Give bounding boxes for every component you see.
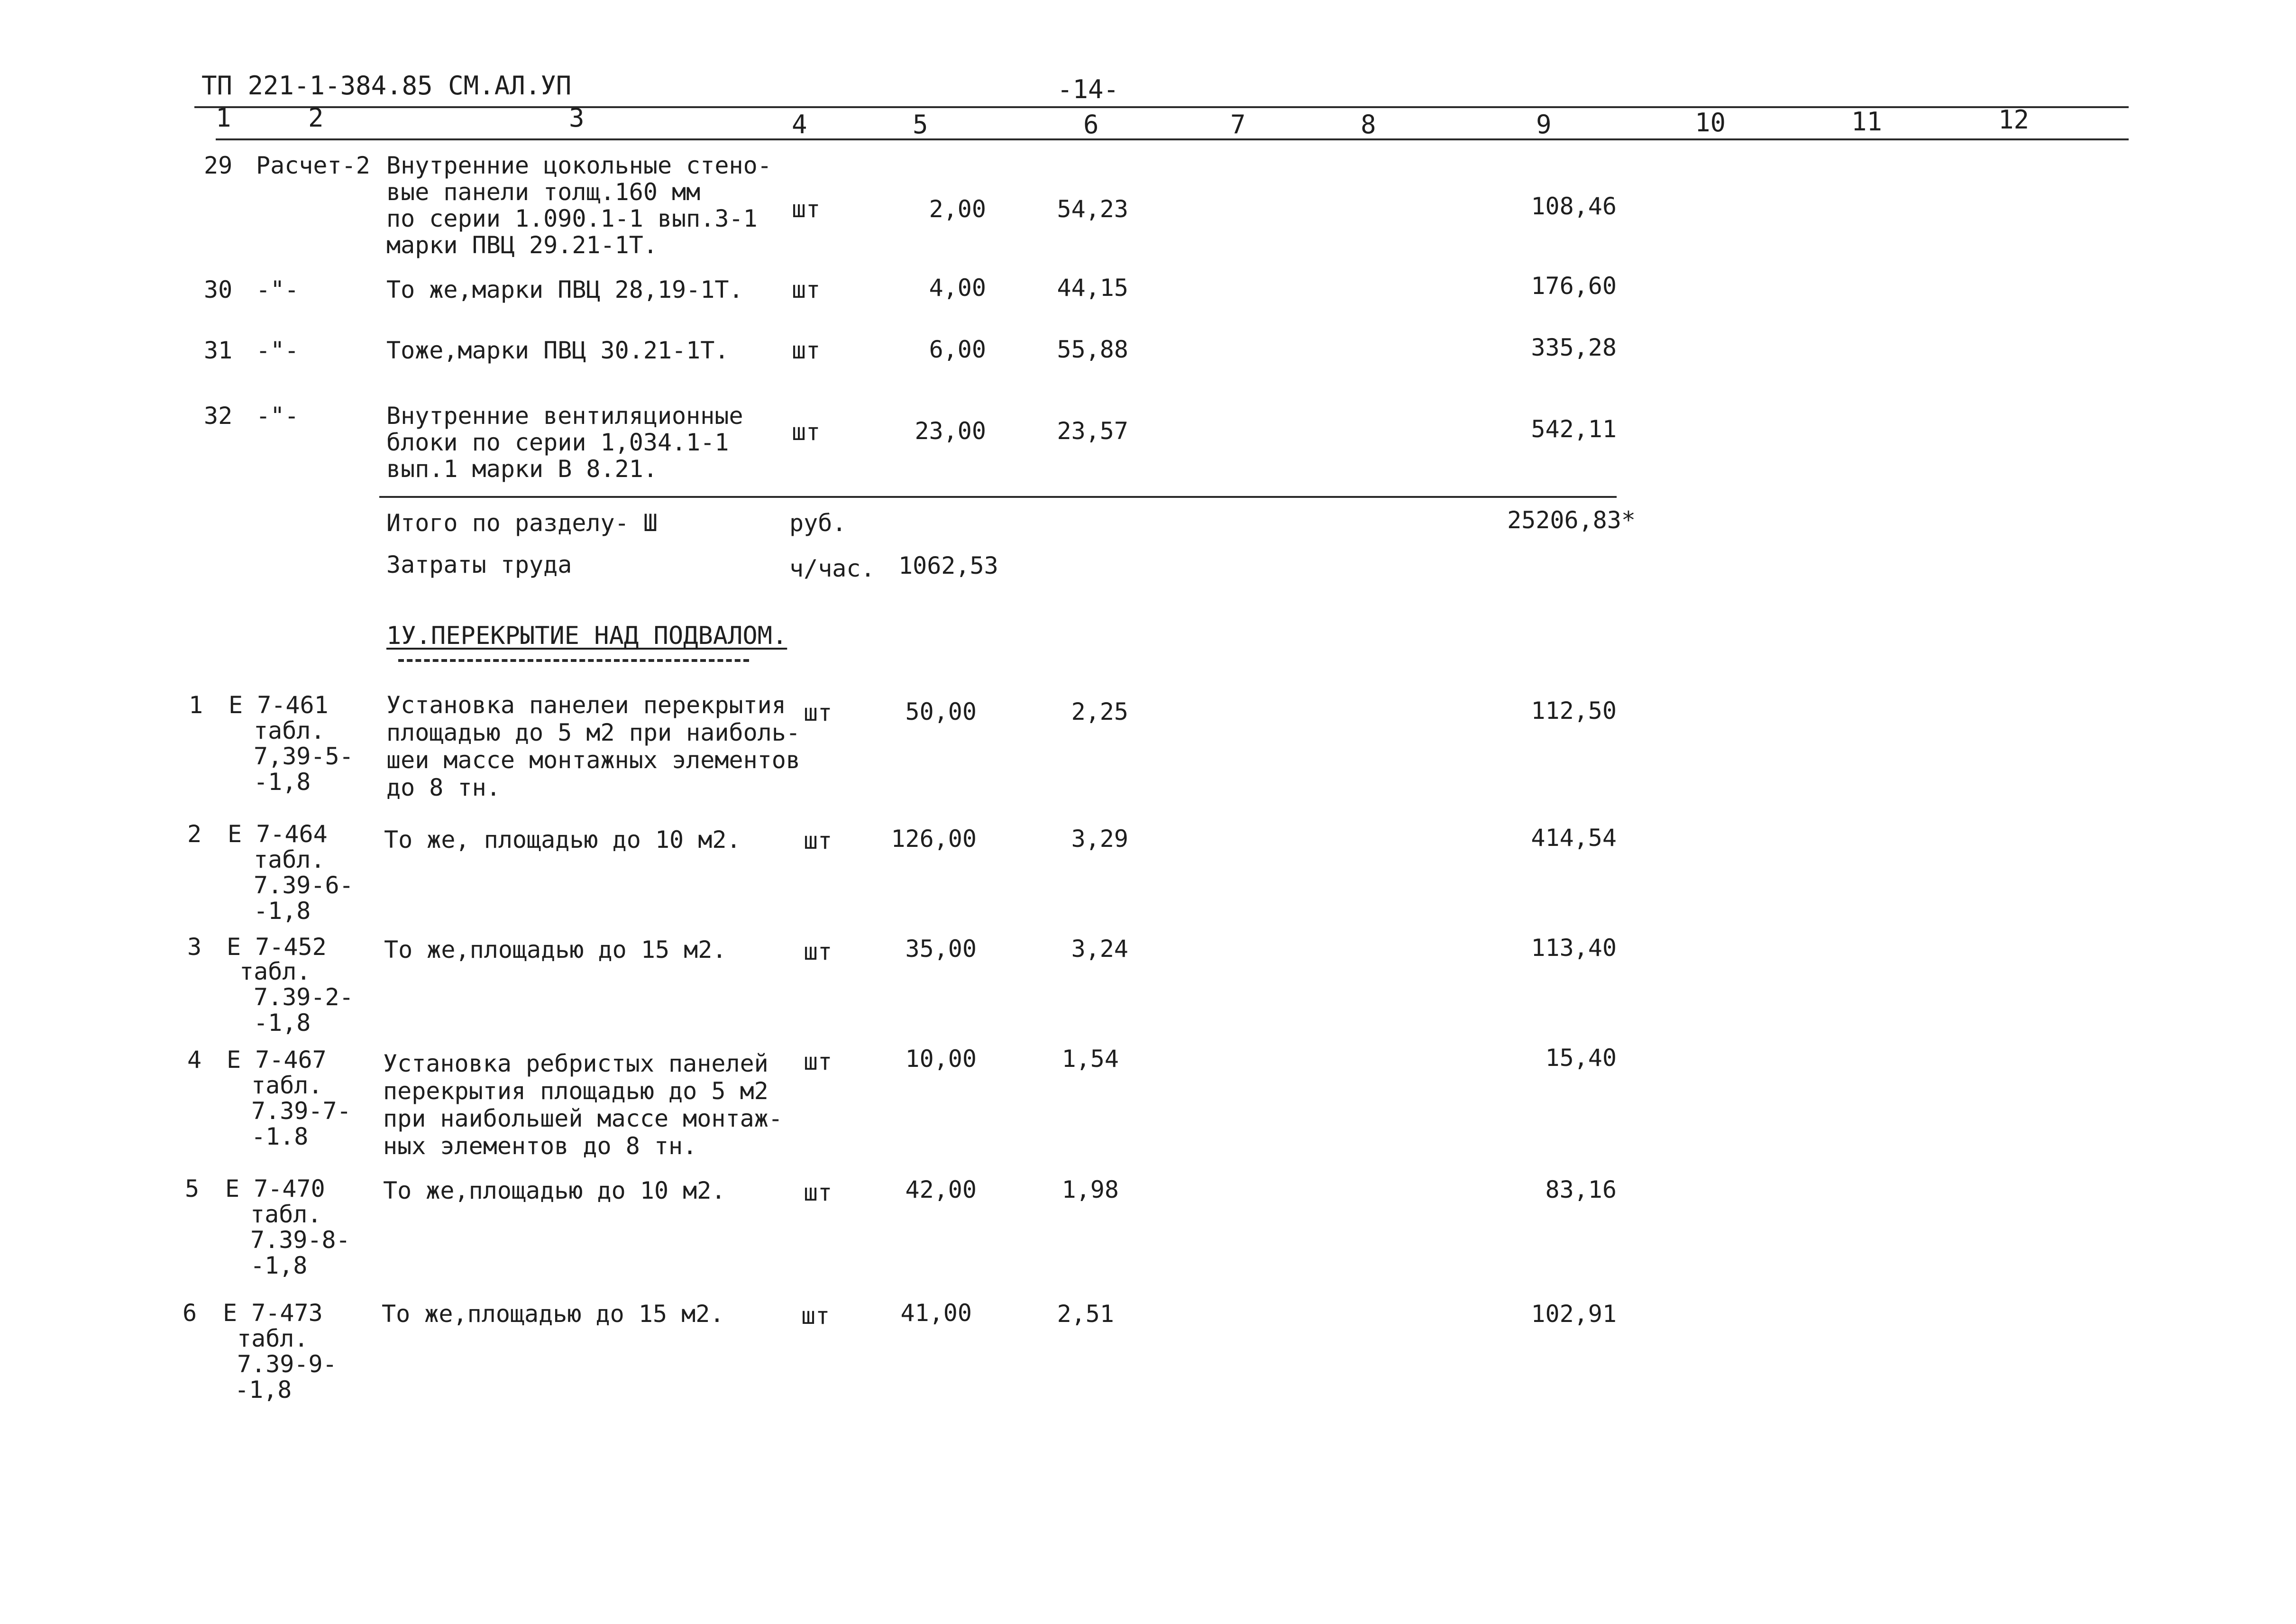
unit: шт: [792, 418, 821, 446]
norm-code: Е 7-452: [227, 933, 327, 961]
quantity: 2,00: [929, 195, 986, 223]
row-number: 3: [187, 933, 202, 961]
unit-price: 23,57: [1057, 417, 1128, 445]
quantity: 10,00: [905, 1045, 977, 1073]
row-number: 5: [185, 1175, 200, 1202]
header-top-rule: [194, 106, 2129, 108]
description-line: То же,марки ПВЦ 28,19-1Т.: [386, 276, 743, 303]
row-number: 29: [204, 152, 233, 179]
description-line: перекрытия площадью до 5 м2: [383, 1077, 768, 1105]
description-line: при наибольшей массе монтаж-: [383, 1105, 783, 1132]
description-line: Установка ребристых панелей: [383, 1050, 768, 1077]
norm-code: табл.: [254, 846, 325, 873]
unit: шт: [792, 276, 821, 303]
description-line: Внутренние вентиляционные: [386, 402, 743, 430]
total-cost: 108,46: [1531, 193, 1617, 220]
norm-code: 7.39-6-: [254, 872, 354, 899]
description-line: Установка панелеи перекрытия: [386, 691, 786, 719]
unit: шт: [801, 1302, 830, 1330]
total-cost: 542,11: [1531, 415, 1617, 443]
description-line: вып.1 марки В 8.21.: [386, 455, 658, 483]
norm-code: табл.: [250, 1201, 322, 1228]
labor-cost-value: 1062,53: [898, 552, 998, 579]
description-line: до 8 тн.: [386, 774, 501, 801]
row-number: 2: [187, 820, 202, 848]
norm-code: -"-: [256, 276, 299, 303]
unit: шт: [804, 1048, 832, 1075]
description-line: блоки по серии 1,034.1-1: [386, 429, 729, 456]
column-number-7: 7: [1230, 110, 1246, 139]
description-line: шеи массе монтажных элементов: [386, 746, 800, 774]
description-line: марки ПВЦ 29.21-1Т.: [386, 231, 658, 259]
section-title-dashes: [398, 659, 749, 662]
row-number: 32: [204, 402, 233, 430]
norm-code: Е 7-461: [229, 691, 329, 719]
description-line: Тоже,марки ПВЦ 30.21-1Т.: [386, 337, 729, 364]
norm-code: -1,8: [254, 897, 311, 925]
section-title: 1У.ПЕРЕКРЫТИЕ НАД ПОДВАЛОМ.: [386, 622, 787, 650]
section-total-label: Итого по разделу- Ш: [386, 509, 658, 537]
header-bottom-rule: [216, 138, 2129, 140]
norm-code: -1,8: [254, 1009, 311, 1037]
description-line: Внутренние цокольные стено-: [386, 152, 772, 179]
column-number-2: 2: [308, 103, 324, 133]
norm-code: -"-: [256, 402, 299, 430]
quantity: 126,00: [891, 825, 977, 853]
norm-code: -1,8: [235, 1376, 292, 1404]
unit: шт: [804, 1179, 832, 1206]
column-number-4: 4: [792, 110, 807, 139]
norm-code: Расчет-2: [256, 152, 370, 179]
quantity: 23,00: [915, 417, 986, 445]
total-cost: 83,16: [1545, 1176, 1617, 1203]
norm-code: 7.39-9-: [237, 1350, 337, 1378]
norm-code: 7.39-8-: [250, 1226, 350, 1254]
description-line: То же,площадью до 15 м2.: [382, 1300, 724, 1328]
quantity: 35,00: [905, 935, 977, 963]
norm-code: Е 7-470: [225, 1175, 325, 1202]
unit-price: 2,51: [1057, 1300, 1114, 1328]
page-number: -14-: [1057, 74, 1119, 104]
norm-code: Е 7-467: [227, 1046, 327, 1073]
total-cost: 414,54: [1531, 824, 1617, 852]
unit-price: 3,29: [1071, 825, 1128, 853]
column-number-10: 10: [1695, 108, 1726, 138]
column-number-11: 11: [1851, 107, 1883, 137]
unit-price: 44,15: [1057, 274, 1128, 302]
unit-price: 55,88: [1057, 336, 1128, 363]
norm-code: табл.: [251, 1072, 323, 1099]
row-number: 4: [187, 1046, 202, 1073]
total-cost: 102,91: [1531, 1300, 1617, 1328]
unit: шт: [804, 938, 832, 965]
quantity: 6,00: [929, 336, 986, 363]
norm-code: -1,8: [250, 1252, 308, 1279]
description-line: То же, площадью до 10 м2.: [384, 826, 741, 853]
description-line: ных элементов до 8 тн.: [383, 1132, 697, 1160]
column-number-9: 9: [1536, 110, 1552, 139]
norm-code: -1.8: [251, 1123, 309, 1150]
row-number: 6: [183, 1299, 197, 1327]
description-line: вые панели толщ.160 мм: [386, 178, 701, 206]
total-cost: 15,40: [1545, 1044, 1617, 1072]
total-cost: 113,40: [1531, 934, 1617, 962]
description-line: площадью до 5 м2 при наиболь-: [386, 719, 800, 746]
norm-code: табл.: [237, 1325, 309, 1352]
description-line: То же,площадью до 15 м2.: [384, 936, 727, 963]
column-number-8: 8: [1361, 110, 1376, 139]
unit-price: 54,23: [1057, 195, 1128, 223]
labor-cost-label: Затраты труда: [386, 551, 572, 578]
quantity: 41,00: [900, 1299, 972, 1327]
unit-price: 1,54: [1061, 1045, 1119, 1073]
column-number-1: 1: [216, 103, 231, 133]
total-cost: 112,50: [1531, 697, 1617, 725]
quantity: 4,00: [929, 274, 986, 302]
unit: шт: [792, 337, 821, 364]
unit-price: 3,24: [1071, 935, 1128, 963]
section-total-rule: [379, 496, 1617, 498]
column-number-5: 5: [913, 110, 928, 139]
section-total-value: 25206,83*: [1507, 506, 1636, 534]
column-number-6: 6: [1083, 110, 1099, 139]
row-number: 30: [204, 276, 233, 303]
quantity: 50,00: [905, 698, 977, 725]
norm-code: -"-: [256, 337, 299, 364]
description-line: То же,площадью до 10 м2.: [383, 1177, 726, 1204]
description-line: по серии 1.090.1-1 вып.3-1: [386, 205, 758, 232]
norm-code: 7.39-7-: [251, 1097, 351, 1125]
section-total-unit: руб.: [789, 509, 847, 537]
column-number-12: 12: [1998, 105, 2030, 135]
column-number-3: 3: [569, 103, 585, 133]
norm-code: -1,8: [254, 768, 311, 796]
norm-code: 7.39-2-: [254, 983, 354, 1011]
unit-price: 2,25: [1071, 698, 1128, 725]
norm-code: табл.: [239, 958, 311, 985]
labor-cost-unit: ч/час.: [789, 555, 875, 582]
row-number: 31: [204, 337, 233, 364]
total-cost: 176,60: [1531, 272, 1617, 300]
norm-code: Е 7-464: [228, 820, 328, 848]
norm-code: табл.: [254, 717, 325, 744]
total-cost: 335,28: [1531, 334, 1617, 361]
unit: шт: [804, 827, 832, 854]
unit: шт: [804, 699, 832, 726]
row-number: 1: [189, 691, 203, 719]
quantity: 42,00: [905, 1176, 977, 1203]
norm-code: 7,39-5-: [254, 743, 354, 770]
unit: шт: [792, 195, 821, 223]
norm-code: Е 7-473: [223, 1299, 323, 1327]
unit-price: 1,98: [1061, 1176, 1119, 1203]
document-code: ТП 221-1-384.85 СМ.АЛ.УП: [201, 71, 572, 101]
